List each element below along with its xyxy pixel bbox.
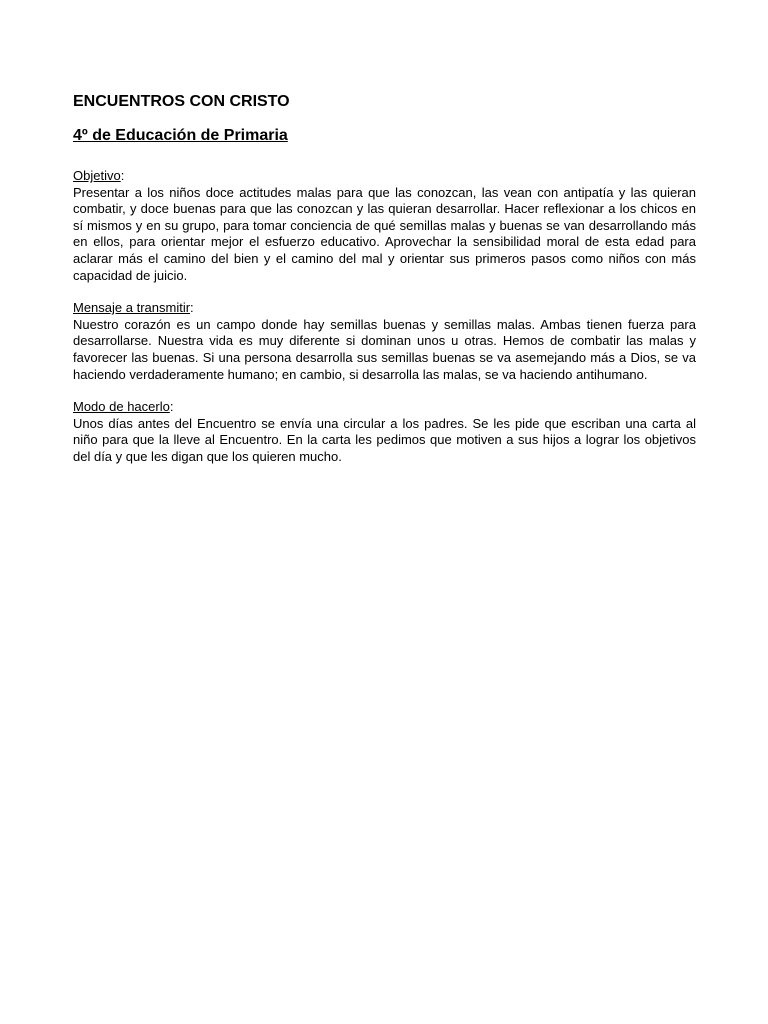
section-text: Presentar a los niños doce actitudes malas para que las conozcan, las vean con antipatía y las quieran combatir, y doce buenas para que las conozcan y las quieran desarrollar. Hacer reflexionar a los chicos en sí mismos y en su grupo, para tomar conciencia de qué semillas malas y buenas se van desarrollando más en ellos, para orientar mejor el esfuerzo educativo. Aprovechar la sensibilidad moral de esta edad para aclarar más el camino del bien y el camino del mal y orientar sus primeros pasos como niños con más capacidad de juicio.: [73, 184, 696, 283]
section-modo: [73, 399, 696, 465]
section-mensaje: [73, 300, 696, 383]
document-title: ENCUENTROS CON CRISTO: [73, 93, 290, 110]
section-heading: Modo de hacerlo:: [73, 399, 174, 415]
section-objetivo: [73, 168, 696, 284]
section-heading: Objetivo:: [73, 168, 125, 183]
document-subtitle: 4º de Educación de Primaria: [73, 127, 288, 144]
section-text: Nuestro corazón es un campo donde hay semillas buenas y semillas malas. Ambas tienen fuerza para desarrollarse. Nuestra vida es muy diferente si dominan unos u otras. Hemos de combatir las malas y favorecer las buenas. Si una persona desarrolla sus semillas buenas se va asemejando más a Dios, se va haciendo verdaderamente humano; en cambio, si desarrolla las malas, se va haciendo antihumano.: [73, 316, 696, 382]
section-label: Mensaje a transmitir: [73, 300, 191, 316]
section-label: Objetivo: [73, 168, 121, 183]
section-label: Modo de hacerlo: [73, 399, 170, 415]
section-heading: Mensaje a transmitir:: [73, 300, 194, 316]
section-text: Unos días antes del Encuentro se envía una circular a los padres. Se les pide que escriban una carta al niño para que la lleve al Encuentro. En la carta les pedimos que motiven a sus hijos a lograr los objetivos del día y que les digan que los quieren mucho.: [73, 415, 696, 464]
document-page: [73, 92, 696, 466]
